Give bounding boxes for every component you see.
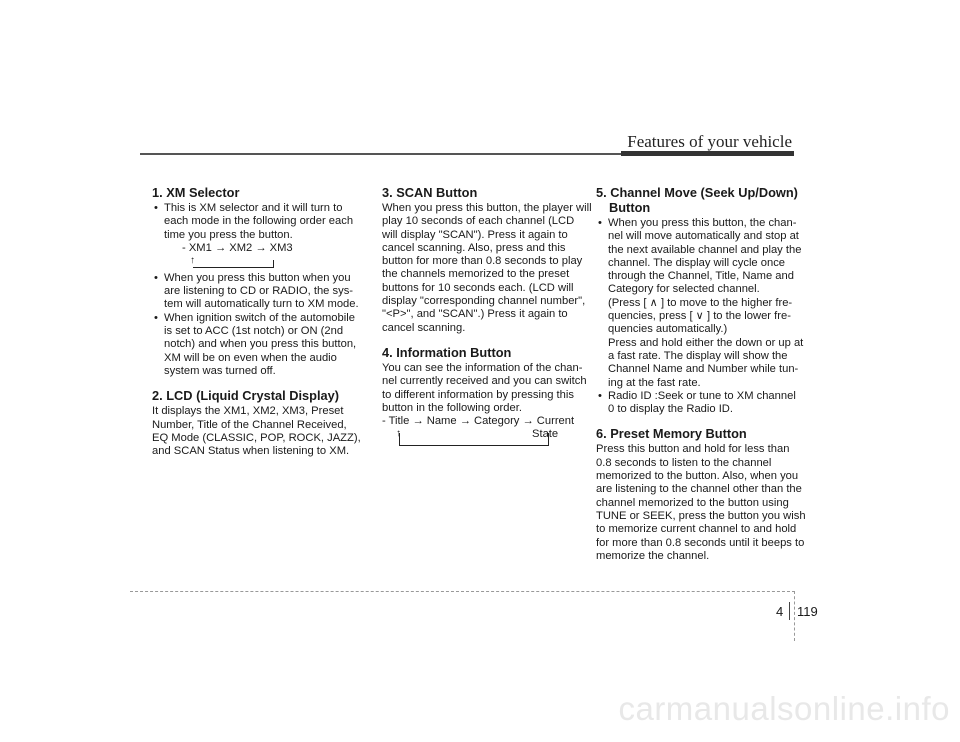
page-header-title: Features of your vehicle [627, 132, 792, 151]
bullet-channel-move-1-hold: Press and hold either the down or up at a fast rate. The display will show the Channel Name and Number while tun-ing at the fast rate. [608, 336, 804, 389]
bullet-channel-move-1-cont: nel will move automatically and stop at the next available channel and play the channel. The display will cycle once through the Channel, Title, Name and Category for selected channel. [608, 230, 802, 296]
section-title-channel-move-line1: 5. Channel Move (Seek Up/Down) [596, 185, 798, 200]
loop-arrow-icon: ↑ [396, 428, 401, 440]
bullet-xm-selector-1-cont: each mode in the following order each time you press the button. [164, 215, 354, 241]
xm-sequence-text: - XM1 → XM2 → XM3 [182, 241, 293, 254]
page-number-separator [789, 602, 790, 620]
bullet-channel-move-1-press: (Press [ ∧ ] to move to the higher fre-quencies, press [ ∨ ] to the lower fre-quencies automatically.) [608, 296, 793, 336]
loop-line [399, 433, 549, 446]
xm-sequence-diagram [152, 242, 362, 272]
information-sequence-text-2: State [532, 428, 559, 441]
scan-button-description: When you press this button, the player will play 10 seconds of each channel (LCD will display "SCAN"). Press it again to cancel scanning. Also, press and this button for more than 0.8 seconds to play the channels memorized to the preset buttons for 10 seconds each. (LCD will display "corresponding channel number", "<P>", and "SCAN".) Press it again to cancel scanning. [382, 202, 592, 334]
page-number: 119 [797, 604, 818, 619]
column-2 [382, 185, 592, 451]
header-rule-accent [621, 151, 794, 156]
bullet-xm-selector-3-cont: is set to ACC (1st notch) or ON (2nd notch) and when you press this button, XM will be on even when the audio system was turned off. [164, 325, 357, 377]
preset-memory-description: Press this button and hold for less than 0.8 seconds to listen to the channel memorized to the button. Also, when you are listening to the channel other than the channel memorized to the button using TUNE or SEEK, press the button you wish to memorize current channel to and hold for more than 0.8 seconds until it beeps to memorize the channel. [596, 443, 806, 562]
bullet-xm-selector-2: • When you press this button when you [152, 272, 362, 285]
information-sequence-text: - Title → Name → Category → Current [382, 415, 575, 428]
column-3 [596, 185, 806, 563]
bullet-xm-selector-2-cont: are listening to CD or RADIO, the sys-tem will automatically turn to XM mode. [164, 285, 359, 311]
bullet-radio-id: • Radio ID :Seek or tune to XM channel [596, 390, 806, 403]
information-sequence-diagram [382, 415, 592, 451]
section-title-information-button: 4. Information Button [382, 344, 512, 360]
chapter-number: 4 [776, 604, 784, 619]
bullet-xm-selector-3: • When ignition switch of the automobile [152, 312, 362, 325]
section-title-preset-memory: 6. Preset Memory Button [596, 426, 747, 442]
information-button-description: You can see the information of the chan-nel currently received and you can switch to different information by pressing this button in the following order. [382, 361, 587, 414]
loop-line [193, 260, 274, 268]
loop-arrow-icon: ↑ [190, 254, 195, 266]
column-1 [152, 185, 362, 458]
bullet-xm-selector-1: • This is XM selector and it will turn to [152, 202, 362, 215]
footer-vertical-rule [794, 591, 795, 641]
bullet-channel-move-1: • When you press this button, the chan- [596, 217, 806, 230]
section-title-scan-button: 3. SCAN Button [382, 185, 478, 200]
footer-rule [130, 591, 795, 592]
section-title-lcd: 2. LCD (Liquid Crystal Display) [152, 388, 340, 404]
lcd-description: It displays the XM1, XM2, XM3, Preset Number, Title of the Channel Received, EQ Mode (CLASSIC, POP, ROCK, JAZZ), and SCAN Status when listening to XM. [152, 405, 361, 458]
section-title-xm-selector: 1. XM Selector [152, 185, 240, 200]
bullet-radio-id-cont: 0 to display the Radio ID. [608, 403, 733, 416]
section-title-channel-move [596, 185, 806, 215]
section-title-channel-move-line2: Button [609, 200, 651, 215]
watermark: carmanualsonline.info [618, 690, 950, 727]
